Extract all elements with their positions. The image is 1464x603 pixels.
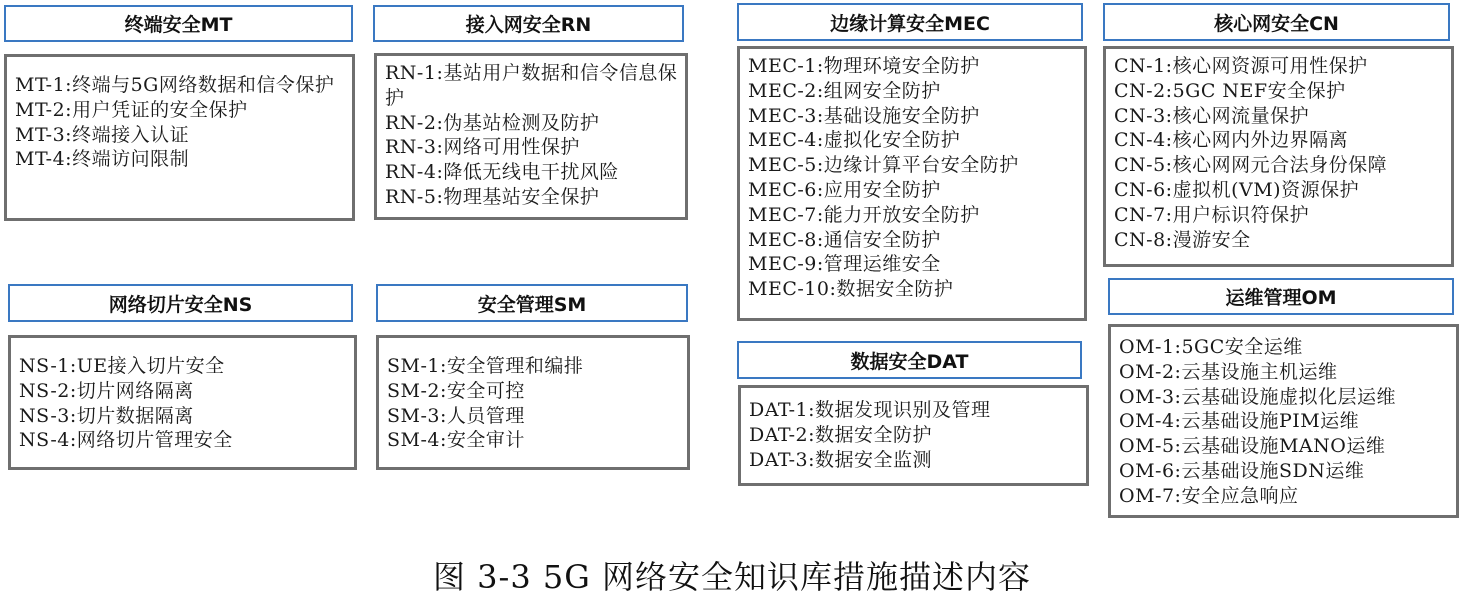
module-title-rn: 接入网安全RN [373, 5, 684, 42]
module-title-cn: 核心网安全CN [1103, 3, 1450, 41]
module-content-mec [737, 46, 1087, 321]
figure-caption: 图 3-3 5G 网络安全知识库措施描述内容 [433, 558, 1031, 596]
measure-item: CN-4:核心网内外边界隔离 [1114, 129, 1349, 152]
measure-item: CN-1:核心网资源可用性保护 [1114, 55, 1368, 77]
measure-item: RN-1:基站用户数据和信令信息保护 [385, 62, 678, 109]
measure-item: NS-4:网络切片管理安全 [19, 429, 233, 452]
measure-item: MEC-9:管理运维安全 [748, 253, 941, 276]
measure-item: OM-4:云基础设施PIM运维 [1119, 410, 1360, 433]
module-title-mec: 边缘计算安全MEC [737, 3, 1083, 41]
measure-item: MEC-10:数据安全防护 [748, 278, 954, 301]
module-content-sm [376, 335, 690, 470]
measure-item: MT-1:终端与5G网络数据和信令保护 [15, 74, 335, 96]
module-content-mt [4, 54, 355, 221]
measure-item: MEC-5:边缘计算平台安全防护 [748, 154, 1019, 177]
measure-item: RN-2:伪基站检测及防护 [385, 111, 600, 134]
measure-item: OM-1:5GC安全运维 [1119, 336, 1303, 358]
module-content-rn [374, 53, 688, 220]
measure-item: MEC-3:基础设施安全防护 [748, 104, 980, 127]
measure-item: MEC-1:物理环境安全防护 [748, 55, 980, 77]
measure-item: OM-6:云基础设施SDN运维 [1119, 459, 1365, 482]
measure-item: MT-4:终端访问限制 [15, 148, 190, 171]
measure-item: OM-7:安全应急响应 [1119, 484, 1299, 507]
measure-item: MEC-6:应用安全防护 [748, 178, 941, 201]
measure-item: NS-2:切片网络隔离 [19, 379, 194, 402]
measure-item: CN-6:虚拟机(VM)资源保护 [1114, 178, 1360, 201]
measure-item: OM-2:云基设施主机运维 [1119, 360, 1338, 383]
measure-item: CN-5:核心网网元合法身份保障 [1114, 154, 1388, 177]
measure-item: NS-1:UE接入切片安全 [19, 355, 225, 377]
module-title-ns: 网络切片安全NS [8, 284, 353, 322]
module-content-dat [738, 385, 1089, 486]
measure-item: RN-4:降低无线电干扰风险 [385, 161, 619, 184]
module-content-ns [8, 335, 357, 470]
measure-item: MEC-7:能力开放安全防护 [748, 203, 980, 226]
module-content-om [1108, 324, 1459, 518]
module-content-cn [1103, 46, 1454, 267]
measure-item: CN-7:用户标识符保护 [1114, 203, 1310, 226]
measure-item: RN-3:网络可用性保护 [385, 136, 580, 159]
measure-item: SM-2:安全可控 [387, 379, 525, 402]
measure-item: MEC-2:组网安全防护 [748, 79, 941, 102]
module-title-dat: 数据安全DAT [737, 341, 1082, 379]
measure-item: OM-5:云基础设施MANO运维 [1119, 435, 1386, 458]
measure-item: MT-3:终端接入认证 [15, 123, 190, 146]
module-title-om: 运维管理OM [1108, 278, 1454, 315]
measure-item: CN-3:核心网流量保护 [1114, 104, 1310, 127]
measure-item: NS-3:切片数据隔离 [19, 404, 194, 427]
module-title-sm: 安全管理SM [376, 284, 688, 322]
measure-item: MT-2:用户凭证的安全保护 [15, 98, 248, 121]
measure-item: DAT-3:数据安全监测 [749, 448, 933, 471]
measure-item: CN-2:5GC NEF安全保护 [1114, 79, 1346, 102]
measure-item: MEC-8:通信安全防护 [748, 228, 941, 251]
measure-item: CN-8:漫游安全 [1114, 228, 1251, 251]
module-title-mt: 终端安全MT [4, 5, 353, 42]
measure-item: OM-3:云基础设施虚拟化层运维 [1119, 385, 1396, 408]
measure-item: SM-3:人员管理 [387, 404, 525, 427]
measure-item: DAT-1:数据发现识别及管理 [749, 399, 991, 421]
measure-item: MEC-4:虚拟化安全防护 [748, 129, 961, 152]
measure-item: DAT-2:数据安全防护 [749, 423, 933, 446]
measure-item: RN-5:物理基站安全保护 [385, 185, 600, 208]
measure-item: SM-1:安全管理和编排 [387, 355, 584, 377]
measure-item: SM-4:安全审计 [387, 429, 525, 452]
